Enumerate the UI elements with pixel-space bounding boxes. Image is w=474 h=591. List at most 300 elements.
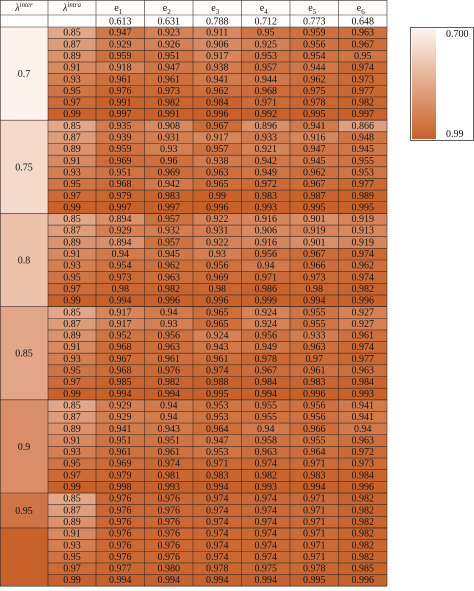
heat-cell-value: 0.967 — [351, 39, 374, 51]
heat-cell-value: 0.919 — [303, 225, 326, 237]
heat-cell-value: 0.917 — [109, 307, 132, 319]
heat-cell-value: 0.974 — [351, 342, 374, 354]
heat-cell-value: 0.945 — [157, 249, 180, 260]
heat-cell-value: 0.968 — [109, 342, 132, 354]
row-label-lambda-intra: 0.99 — [63, 295, 81, 307]
heat-cell-value: 0.974 — [351, 62, 374, 74]
heat-cell-value: 0.956 — [303, 400, 326, 412]
heat-cell-value: 0.972 — [254, 179, 277, 191]
heat-cell-value: 0.924 — [254, 307, 277, 319]
heat-cell-value: 0.947 — [303, 144, 326, 156]
heat-cell-value: 0.994 — [109, 295, 132, 307]
heat-cell-value: 0.972 — [351, 447, 374, 459]
group-label-lambda-inter: 0.8 — [17, 255, 31, 267]
heat-cell-value: 0.977 — [351, 85, 374, 97]
heat-cell-value: 0.976 — [157, 365, 180, 377]
heat-cell-value: 0.969 — [109, 155, 132, 167]
heat-cell-value: 0.98 — [208, 283, 226, 295]
heat-cell-value: 0.961 — [206, 353, 229, 365]
heat-cell-value: 0.917 — [206, 132, 229, 144]
heat-cell-value: 0.973 — [157, 85, 180, 97]
heat-cell-value: 0.951 — [109, 435, 132, 447]
heat-cell-value: 0.991 — [109, 97, 132, 109]
heat-cell-value: 0.953 — [254, 50, 277, 62]
heat-cell-value: 0.906 — [254, 225, 277, 237]
heat-cell-value: 0.995 — [351, 202, 374, 214]
heat-cell-value: 0.983 — [254, 190, 277, 202]
heat-cell-value: 0.947 — [109, 27, 132, 39]
heat-cell-value: 0.978 — [254, 353, 277, 365]
column-header-e1: $e_1$ — [114, 3, 123, 16]
heat-cell-value: 0.971 — [303, 505, 326, 517]
row-label-lambda-intra: 0.93 — [63, 74, 81, 86]
heat-cell-value: 0.976 — [157, 540, 180, 552]
heat-cell-value: 0.993 — [254, 202, 277, 214]
heat-cell-value: 0.994 — [303, 482, 326, 493]
row-label-lambda-intra: 0.85 — [63, 307, 81, 319]
heat-cell-value: 0.961 — [157, 447, 180, 459]
heat-cell-value: 0.99 — [208, 190, 226, 202]
heat-cell-value: 0.93 — [208, 249, 226, 260]
heat-cell-value: 0.974 — [254, 516, 277, 528]
heat-cell-value: 0.973 — [351, 74, 374, 86]
heat-cell-value: 0.974 — [254, 505, 277, 517]
heat-cell-value: 0.975 — [303, 85, 326, 97]
row-label-lambda-intra: 0.97 — [63, 377, 81, 389]
heat-cell-value: 0.924 — [254, 318, 277, 330]
heat-cell-value: 0.894 — [109, 214, 132, 226]
heat-cell-value: 0.995 — [303, 575, 326, 587]
row-label-lambda-intra: 0.89 — [63, 144, 81, 156]
heat-cell-value: 0.976 — [157, 551, 180, 563]
heat-cell-value: 0.993 — [157, 482, 180, 493]
heat-cell-value: 0.917 — [109, 318, 132, 330]
heat-cell-value: 0.963 — [351, 435, 374, 447]
heat-cell-value: 0.96 — [160, 155, 178, 167]
baseline-value: 0.613 — [109, 16, 132, 28]
heat-cell-value: 0.994 — [303, 295, 326, 307]
heat-cell-value: 0.911 — [206, 27, 229, 39]
heat-cell-value: 0.985 — [351, 563, 374, 575]
heat-cell-value: 0.974 — [254, 458, 277, 470]
row-label-lambda-intra: 0.91 — [63, 249, 81, 260]
heat-cell-value: 0.992 — [254, 109, 277, 121]
heat-cell-value: 0.962 — [303, 74, 326, 86]
heat-cell-value: 0.894 — [109, 237, 132, 249]
heat-cell-value: 0.971 — [303, 458, 326, 470]
baseline-value: 0.712 — [254, 16, 277, 28]
heat-cell-value: 0.974 — [206, 505, 229, 517]
group-cell — [0, 528, 48, 586]
heat-cell-value: 0.998 — [109, 482, 132, 493]
group-label-lambda-inter: 0.95 — [15, 505, 33, 517]
heat-cell-value: 0.997 — [351, 109, 374, 121]
heat-cell-value: 0.955 — [303, 435, 326, 447]
heat-cell-value: 0.916 — [254, 237, 277, 249]
heat-cell-value: 0.966 — [303, 260, 326, 272]
heat-cell-value: 0.994 — [254, 388, 277, 400]
heat-cell-value: 0.996 — [157, 295, 180, 307]
heat-cell-value: 0.932 — [157, 225, 180, 237]
heat-cell-value: 0.976 — [157, 505, 180, 517]
heat-cell-value: 0.976 — [109, 85, 132, 97]
heat-cell-value: 0.984 — [206, 97, 229, 109]
heat-cell-value: 0.98 — [305, 283, 323, 295]
heat-cell-value: 0.95 — [354, 50, 372, 62]
heat-cell-value: 0.995 — [303, 109, 326, 121]
heat-cell-value: 0.962 — [206, 85, 229, 97]
heat-cell-value: 0.957 — [157, 214, 180, 226]
row-label-lambda-intra: 0.95 — [63, 458, 81, 470]
heat-cell-value: 0.982 — [157, 377, 180, 389]
row-label-lambda-intra: 0.91 — [63, 155, 81, 167]
heat-cell-value: 0.949 — [254, 342, 277, 354]
heat-cell-value: 0.965 — [206, 318, 229, 330]
heat-cell-value: 0.952 — [109, 330, 132, 342]
heat-cell-value: 0.963 — [206, 167, 229, 179]
heat-cell-value: 0.967 — [109, 353, 132, 365]
heat-cell-value: 0.955 — [254, 400, 277, 412]
heat-cell-value: 0.996 — [351, 575, 374, 587]
row-label-lambda-intra: 0.95 — [63, 85, 81, 97]
heat-cell-value: 0.956 — [303, 412, 326, 424]
heat-cell-value: 0.966 — [303, 423, 326, 435]
heat-cell-value: 0.976 — [109, 493, 132, 505]
heat-cell-value: 0.961 — [109, 74, 132, 86]
row-label-lambda-intra: 0.85 — [63, 27, 81, 39]
heat-cell-value: 0.941 — [351, 412, 374, 424]
heat-cell-value: 0.996 — [206, 202, 229, 214]
heat-cell-value: 0.976 — [109, 528, 132, 540]
heat-cell-value: 0.933 — [254, 132, 277, 144]
heat-cell-value: 0.941 — [351, 400, 374, 412]
heat-cell-value: 0.982 — [157, 97, 180, 109]
heat-cell-value: 0.984 — [351, 377, 374, 389]
heat-cell-value: 0.969 — [109, 458, 132, 470]
color-scale-min-value-label: 0.99 — [446, 129, 464, 140]
row-label-lambda-intra: 0.93 — [63, 353, 81, 365]
heat-cell-value: 0.964 — [206, 423, 229, 435]
header-lambda-inter: $\lambda^{inter}$ — [15, 1, 33, 14]
heat-cell-value: 0.923 — [157, 27, 180, 39]
heat-cell-value: 0.953 — [206, 400, 229, 412]
row-label-lambda-intra: 0.89 — [63, 237, 81, 249]
heat-cell-value: 0.956 — [303, 39, 326, 51]
heat-cell-value: 0.999 — [254, 295, 277, 307]
heat-cell-value: 0.906 — [206, 39, 229, 51]
heat-cell-value: 0.938 — [206, 62, 229, 74]
heat-cell-value: 0.896 — [254, 120, 277, 132]
column-header-e5: $e_5$ — [308, 3, 317, 16]
row-label-lambda-intra: 0.89 — [63, 423, 81, 435]
heat-cell-value: 0.949 — [254, 167, 277, 179]
heat-cell-value: 0.924 — [206, 330, 229, 342]
heat-cell-value: 0.971 — [254, 97, 277, 109]
row-label-lambda-intra: 0.93 — [63, 167, 81, 179]
row-label-lambda-intra: 0.95 — [63, 551, 81, 563]
row-label-lambda-intra: 0.85 — [63, 400, 81, 412]
row-label-lambda-intra: 0.99 — [63, 482, 81, 493]
row-label-lambda-intra: 0.87 — [63, 132, 81, 144]
heat-cell-value: 0.976 — [109, 505, 132, 517]
heat-cell-value: 0.908 — [157, 120, 180, 132]
heat-cell-value: 0.963 — [303, 342, 326, 354]
heat-cell-value: 0.976 — [109, 540, 132, 552]
baseline-value: 0.788 — [206, 16, 229, 28]
row-label-lambda-intra: 0.97 — [63, 190, 81, 202]
heat-cell-value: 0.938 — [206, 155, 229, 167]
heat-cell-value: 0.954 — [303, 50, 326, 62]
row-label-lambda-intra: 0.97 — [63, 97, 81, 109]
heat-cell-value: 0.95 — [257, 27, 275, 39]
row-label-lambda-intra: 0.95 — [63, 179, 81, 191]
heat-cell-value: 0.955 — [254, 412, 277, 424]
row-label-lambda-intra: 0.99 — [63, 202, 81, 214]
heat-cell-value: 0.93 — [160, 144, 178, 156]
heat-cell-value: 0.976 — [157, 528, 180, 540]
heat-cell-value: 0.948 — [351, 132, 374, 144]
heat-cell-value: 0.983 — [206, 470, 229, 482]
color-scale-bar — [412, 29, 436, 139]
heat-cell-value: 0.959 — [109, 50, 132, 62]
heat-cell-value: 0.919 — [351, 214, 374, 226]
row-label-lambda-intra: 0.85 — [63, 214, 81, 226]
heat-cell-value: 0.956 — [157, 330, 180, 342]
heat-cell-value: 0.971 — [303, 540, 326, 552]
heat-cell-value: 0.945 — [351, 144, 374, 156]
heat-cell-value: 0.974 — [351, 272, 374, 284]
heat-cell-value: 0.974 — [206, 551, 229, 563]
header-lambda-intra: $\lambda^{intra}$ — [63, 1, 81, 14]
heat-cell-value: 0.941 — [303, 120, 326, 132]
heat-cell-value: 0.982 — [351, 283, 374, 295]
row-label-lambda-intra: 0.87 — [63, 318, 81, 330]
heat-cell-value: 0.947 — [206, 435, 229, 447]
heat-cell-value: 0.963 — [351, 365, 374, 377]
heat-cell-value: 0.954 — [109, 260, 132, 272]
group-label-lambda-inter: 0.7 — [17, 69, 31, 81]
heat-cell-value: 0.957 — [206, 144, 229, 156]
heat-cell-value: 0.982 — [351, 528, 374, 540]
heat-cell-value: 0.957 — [157, 237, 180, 249]
heat-cell-value: 0.995 — [206, 388, 229, 400]
heat-cell-value: 0.973 — [303, 272, 326, 284]
heat-cell-value: 0.917 — [206, 50, 229, 62]
row-label-lambda-intra: 0.89 — [63, 330, 81, 342]
heat-cell-value: 0.971 — [303, 551, 326, 563]
heat-cell-value: 0.94 — [160, 400, 178, 412]
heat-cell-value: 0.974 — [254, 528, 277, 540]
heat-cell-value: 0.995 — [303, 202, 326, 214]
heat-cell-value: 0.994 — [157, 575, 180, 587]
heat-cell-value: 0.93 — [160, 318, 178, 330]
heat-cell-value: 0.943 — [157, 423, 180, 435]
heat-cell-value: 0.98 — [111, 283, 129, 295]
heat-cell-value: 0.983 — [157, 190, 180, 202]
heat-cell-value: 0.989 — [351, 190, 374, 202]
heat-cell-value: 0.965 — [206, 179, 229, 191]
heat-cell-value: 0.94 — [354, 423, 372, 435]
heat-cell-value: 0.951 — [109, 167, 132, 179]
heat-cell-value: 0.929 — [109, 39, 132, 51]
heat-cell-value: 0.922 — [206, 237, 229, 249]
heat-cell-value: 0.997 — [109, 109, 132, 121]
heat-cell-value: 0.953 — [206, 447, 229, 459]
heat-cell-value: 0.955 — [351, 155, 374, 167]
heat-cell-value: 0.921 — [254, 144, 277, 156]
heat-cell-value: 0.94 — [160, 307, 178, 319]
heat-cell-value: 0.942 — [254, 155, 277, 167]
row-label-lambda-intra: 0.95 — [63, 272, 81, 284]
heat-cell-value: 0.927 — [351, 318, 374, 330]
heat-cell-value: 0.962 — [157, 260, 180, 272]
heat-cell-value: 0.951 — [157, 50, 180, 62]
heat-cell-value: 0.973 — [351, 458, 374, 470]
heat-cell-value: 0.979 — [109, 190, 132, 202]
heat-cell-value: 0.994 — [109, 388, 132, 400]
heat-cell-value: 0.976 — [109, 551, 132, 563]
heat-cell-value: 0.994 — [206, 575, 229, 587]
heat-cell-value: 0.955 — [303, 318, 326, 330]
heat-cell-value: 0.963 — [351, 27, 374, 39]
heat-cell-value: 0.866 — [351, 120, 374, 132]
heat-cell-value: 0.963 — [157, 342, 180, 354]
heat-cell-value: 0.961 — [157, 353, 180, 365]
heat-cell-value: 0.941 — [206, 74, 229, 86]
heat-cell-value: 0.977 — [109, 563, 132, 575]
heat-cell-value: 0.951 — [157, 435, 180, 447]
row-label-lambda-intra: 0.97 — [63, 470, 81, 482]
heat-cell-value: 0.982 — [351, 97, 374, 109]
heat-cell-value: 0.991 — [157, 109, 180, 121]
group-label-lambda-inter: 0.75 — [15, 162, 33, 174]
heat-cell-value: 0.961 — [157, 74, 180, 86]
heat-cell-value: 0.984 — [351, 470, 374, 482]
heat-cell-value: 0.978 — [303, 97, 326, 109]
heat-cell-value: 0.984 — [254, 377, 277, 389]
heat-cell-value: 0.977 — [351, 353, 374, 365]
heat-cell-value: 0.994 — [206, 482, 229, 493]
heat-cell-value: 0.958 — [254, 435, 277, 447]
heat-cell-value: 0.996 — [206, 295, 229, 307]
heat-cell-value: 0.969 — [157, 167, 180, 179]
heat-cell-value: 0.967 — [254, 365, 277, 377]
heat-cell-value: 0.986 — [254, 283, 277, 295]
heat-cell-value: 0.974 — [206, 528, 229, 540]
heat-cell-value: 0.94 — [257, 260, 275, 272]
baseline-value: 0.773 — [303, 16, 326, 28]
heat-cell-value: 0.94 — [111, 249, 129, 260]
heat-cell-value: 0.971 — [206, 458, 229, 470]
row-label-lambda-intra: 0.87 — [63, 505, 81, 517]
row-label-lambda-intra: 0.97 — [63, 563, 81, 575]
heat-cell-value: 0.978 — [303, 563, 326, 575]
heat-cell-value: 0.935 — [109, 120, 132, 132]
heat-cell-value: 0.962 — [303, 167, 326, 179]
heat-cell-value: 0.996 — [206, 109, 229, 121]
heat-cell-value: 0.967 — [303, 249, 326, 260]
heat-cell-value: 0.901 — [303, 214, 326, 226]
column-header-e6: $e_6$ — [356, 3, 365, 16]
heat-cell-value: 0.926 — [157, 39, 180, 51]
heat-cell-value: 0.959 — [303, 27, 326, 39]
heat-cell-value: 0.947 — [157, 62, 180, 74]
heat-cell-value: 0.929 — [109, 412, 132, 424]
heat-cell-value: 0.974 — [254, 493, 277, 505]
heat-cell-value: 0.961 — [303, 365, 326, 377]
heat-cell-value: 0.901 — [303, 237, 326, 249]
heat-cell-value: 0.942 — [157, 179, 180, 191]
heat-cell-value: 0.996 — [303, 388, 326, 400]
row-label-lambda-intra: 0.89 — [63, 50, 81, 62]
row-label-lambda-intra: 0.87 — [63, 39, 81, 51]
heat-cell-value: 0.925 — [254, 39, 277, 51]
heat-cell-value: 0.974 — [254, 551, 277, 563]
heat-cell-value: 0.956 — [206, 260, 229, 272]
heat-cell-value: 0.976 — [109, 516, 132, 528]
heat-cell-value: 0.974 — [254, 540, 277, 552]
heat-cell-value: 0.994 — [254, 575, 277, 587]
baseline-value: 0.631 — [157, 16, 180, 28]
color-scale-max-value-label: 0.700 — [446, 29, 469, 40]
heat-cell-value: 0.968 — [109, 179, 132, 191]
heat-cell-value: 0.983 — [303, 470, 326, 482]
heat-cell-value: 0.963 — [157, 272, 180, 284]
heat-cell-value: 0.945 — [303, 155, 326, 167]
heat-cell-value: 0.953 — [351, 167, 374, 179]
row-label-lambda-intra: 0.87 — [63, 412, 81, 424]
heat-cell-value: 0.953 — [206, 412, 229, 424]
heat-cell-value: 0.993 — [254, 482, 277, 493]
heat-cell-value: 0.968 — [254, 85, 277, 97]
row-label-lambda-intra: 0.99 — [63, 109, 81, 121]
heat-cell-value: 0.97 — [305, 353, 323, 365]
heat-cell-value: 0.983 — [303, 377, 326, 389]
heat-cell-value: 0.956 — [254, 249, 277, 260]
row-label-lambda-intra: 0.85 — [63, 120, 81, 132]
row-label-lambda-intra: 0.95 — [63, 365, 81, 377]
heat-cell-value: 0.976 — [157, 493, 180, 505]
heat-cell-value: 0.974 — [206, 365, 229, 377]
row-label-lambda-intra: 0.87 — [63, 225, 81, 237]
heat-cell-value: 0.981 — [157, 470, 180, 482]
heat-cell-value: 0.971 — [254, 272, 277, 284]
heat-cell-value: 0.976 — [157, 516, 180, 528]
heat-cell-value: 0.967 — [206, 120, 229, 132]
group-label-lambda-inter: 0.85 — [15, 348, 33, 360]
heat-cell-value: 0.978 — [206, 563, 229, 575]
row-label-lambda-intra: 0.99 — [63, 575, 81, 587]
heat-cell-value: 0.974 — [206, 516, 229, 528]
row-label-lambda-intra: 0.97 — [63, 283, 81, 295]
heat-cell-value: 0.979 — [109, 470, 132, 482]
heat-cell-value: 0.927 — [351, 307, 374, 319]
group-label-lambda-inter: 0.9 — [17, 441, 31, 453]
heat-cell-value: 0.980 — [157, 563, 180, 575]
heat-cell-value: 0.974 — [351, 249, 374, 260]
baseline-value: 0.648 — [351, 16, 374, 28]
color-scale-legend — [410, 27, 474, 141]
row-label-lambda-intra: 0.99 — [63, 388, 81, 400]
heat-cell-value: 0.943 — [206, 342, 229, 354]
heat-cell-value: 0.994 — [109, 575, 132, 587]
heat-cell-value: 0.939 — [109, 132, 132, 144]
heat-cell-value: 0.963 — [254, 447, 277, 459]
heat-cell-value: 0.988 — [206, 377, 229, 389]
heat-cell-value: 0.962 — [351, 260, 374, 272]
heat-cell-value: 0.973 — [109, 272, 132, 284]
heat-cell-value: 0.941 — [109, 423, 132, 435]
